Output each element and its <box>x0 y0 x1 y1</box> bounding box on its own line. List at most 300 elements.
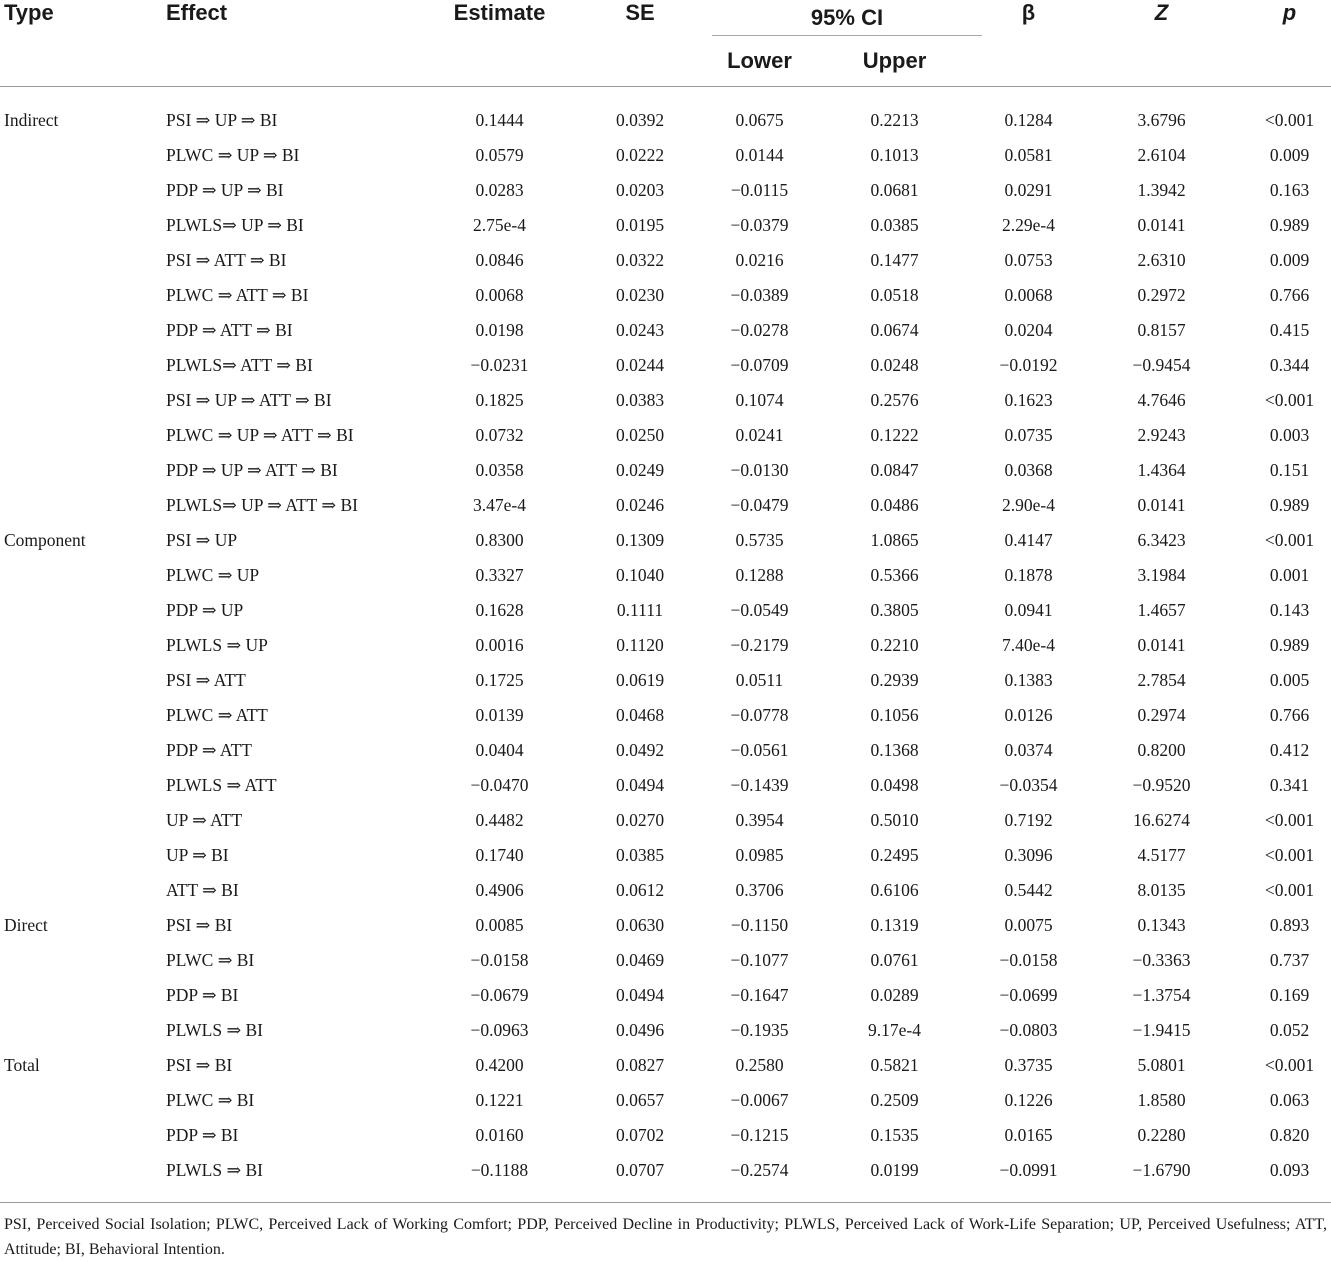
cell-se: 0.0702 <box>615 1125 665 1145</box>
cell-z: −0.9454 <box>1132 355 1191 375</box>
cell-effect: UP ⇒ BI <box>166 845 229 865</box>
cell-p: 0.009 <box>1269 145 1310 165</box>
cell-estimate: 0.0198 <box>475 320 524 340</box>
cell-p: 0.009 <box>1269 250 1310 270</box>
cell-se: 0.0469 <box>615 950 665 970</box>
table-row <box>0 1083 1331 1118</box>
cell-estimate: 0.1628 <box>475 600 524 620</box>
table-row <box>0 873 1331 908</box>
cell-beta: 0.0941 <box>1004 600 1053 620</box>
table-row <box>0 558 1331 593</box>
cell-upper: 0.3805 <box>870 600 919 620</box>
cell-effect: PSI ⇒ UP ⇒ ATT ⇒ BI <box>166 390 332 410</box>
cell-estimate: −0.0158 <box>470 950 529 970</box>
cell-z: 0.2972 <box>1137 285 1186 305</box>
cell-estimate: 3.47e-4 <box>473 495 526 515</box>
cell-type <box>0 313 166 348</box>
cell-type <box>0 488 166 523</box>
cell-type <box>0 138 166 173</box>
cell-se: 0.1309 <box>615 530 665 550</box>
cell-estimate: 2.75e-4 <box>473 215 526 235</box>
cell-effect: PDP ⇒ ATT <box>166 740 252 760</box>
cell-lower: −0.0479 <box>730 495 789 515</box>
cell-upper: 0.1368 <box>870 740 919 760</box>
table-row <box>0 1153 1331 1188</box>
table-row <box>0 103 1331 138</box>
cell-p: <0.001 <box>1264 810 1315 830</box>
column-header-se: SE <box>625 0 655 25</box>
cell-p: <0.001 <box>1264 390 1315 410</box>
cell-type <box>0 558 166 593</box>
cell-upper: 0.2939 <box>870 670 919 690</box>
cell-type <box>0 173 166 208</box>
cell-estimate: 0.4906 <box>475 880 524 900</box>
cell-p: 0.989 <box>1269 495 1310 515</box>
cell-estimate: 0.0068 <box>475 285 524 305</box>
table-row <box>0 838 1331 873</box>
cell-beta: −0.0699 <box>999 985 1058 1005</box>
cell-estimate: −0.1188 <box>470 1160 529 1180</box>
cell-estimate: 0.0139 <box>475 705 524 725</box>
cell-effect: PSI ⇒ BI <box>166 1055 233 1075</box>
cell-lower: 0.0216 <box>735 250 784 270</box>
cell-type <box>0 873 166 908</box>
cell-p: 0.052 <box>1269 1020 1310 1040</box>
cell-effect: PLWC ⇒ UP ⇒ ATT ⇒ BI <box>166 425 354 445</box>
table-row <box>0 768 1331 803</box>
table-row <box>0 488 1331 523</box>
table-row <box>0 383 1331 418</box>
cell-upper: 0.2576 <box>870 390 919 410</box>
cell-z: 0.2280 <box>1137 1125 1186 1145</box>
cell-se: 0.0250 <box>615 425 665 445</box>
cell-z: 1.3942 <box>1137 180 1186 200</box>
cell-beta: 0.3096 <box>1004 845 1053 865</box>
cell-lower: 0.0241 <box>735 425 784 445</box>
column-header-ci: 95% CI <box>810 4 884 30</box>
cell-estimate: −0.0231 <box>470 355 529 375</box>
table-row <box>0 628 1331 663</box>
cell-type <box>0 348 166 383</box>
cell-effect: PDP ⇒ BI <box>166 1125 239 1145</box>
cell-effect: ATT ⇒ BI <box>166 880 239 900</box>
cell-se: 0.0195 <box>615 215 665 235</box>
table-body <box>0 87 1331 1189</box>
cell-beta: 0.1226 <box>1004 1090 1053 1110</box>
cell-p: 0.766 <box>1269 285 1310 305</box>
cell-upper: 0.1535 <box>870 1125 919 1145</box>
cell-z: 1.8580 <box>1137 1090 1186 1110</box>
cell-effect: PLWC ⇒ BI <box>166 1090 255 1110</box>
cell-z: −0.3363 <box>1132 950 1191 970</box>
cell-lower: −0.1439 <box>730 775 789 795</box>
cell-type <box>0 838 166 873</box>
cell-p: 0.893 <box>1269 915 1310 935</box>
cell-p: <0.001 <box>1264 530 1315 550</box>
cell-upper: 0.0498 <box>870 775 919 795</box>
cell-type <box>0 803 166 838</box>
cell-p: 0.412 <box>1269 740 1310 760</box>
cell-lower: −0.0130 <box>730 460 789 480</box>
cell-lower: 0.1074 <box>735 390 784 410</box>
cell-p: 0.344 <box>1269 355 1310 375</box>
cell-type <box>0 733 166 768</box>
cell-se: 0.1040 <box>615 565 665 585</box>
cell-upper: 0.1013 <box>870 145 919 165</box>
cell-type <box>0 978 166 1013</box>
cell-se: 0.0243 <box>615 320 665 340</box>
cell-estimate: 0.0358 <box>475 460 524 480</box>
cell-se: 0.0246 <box>615 495 665 515</box>
cell-type <box>0 943 166 978</box>
cell-lower: 0.0985 <box>735 845 784 865</box>
column-header-p: p <box>1282 0 1297 25</box>
cell-lower: −0.0115 <box>730 180 789 200</box>
cell-beta: 0.0735 <box>1004 425 1053 445</box>
cell-p: <0.001 <box>1264 1055 1315 1075</box>
table-row <box>0 978 1331 1013</box>
cell-z: 2.9243 <box>1137 425 1186 445</box>
cell-upper: 0.0681 <box>870 180 919 200</box>
cell-upper: 0.1222 <box>870 425 919 445</box>
cell-upper: 0.0847 <box>870 460 919 480</box>
cell-estimate: 0.3327 <box>475 565 524 585</box>
cell-p: 0.737 <box>1269 950 1310 970</box>
cell-z: 16.6274 <box>1133 810 1190 830</box>
cell-z: 6.3423 <box>1137 530 1186 550</box>
cell-lower: −0.0278 <box>730 320 789 340</box>
cell-type <box>0 418 166 453</box>
cell-p: 0.169 <box>1269 985 1310 1005</box>
cell-p: 0.003 <box>1269 425 1310 445</box>
table-row <box>0 733 1331 768</box>
cell-beta: 7.40e-4 <box>1002 635 1055 655</box>
cell-effect: PSI ⇒ ATT <box>166 670 246 690</box>
cell-beta: 0.0581 <box>1004 145 1053 165</box>
cell-effect: PDP ⇒ UP <box>166 600 244 620</box>
cell-beta: 0.7192 <box>1004 810 1053 830</box>
cell-type <box>0 663 166 698</box>
cell-upper: 0.1056 <box>870 705 919 725</box>
cell-effect: PSI ⇒ UP <box>166 530 238 550</box>
cell-upper: 0.2495 <box>870 845 919 865</box>
cell-lower: 0.1288 <box>735 565 784 585</box>
cell-se: 0.0657 <box>615 1090 665 1110</box>
cell-beta: 2.29e-4 <box>1002 215 1055 235</box>
cell-p: 0.766 <box>1269 705 1310 725</box>
cell-lower: −0.0549 <box>730 600 789 620</box>
cell-se: 0.0383 <box>615 390 665 410</box>
cell-se: 0.0468 <box>615 705 665 725</box>
table-row <box>0 908 1331 943</box>
cell-effect: PLWC ⇒ ATT <box>166 705 268 725</box>
cell-type: Indirect <box>4 110 59 130</box>
cell-beta: 0.1284 <box>1004 110 1053 130</box>
cell-estimate: 0.4200 <box>475 1055 524 1075</box>
cell-effect: PDP ⇒ UP ⇒ ATT ⇒ BI <box>166 460 338 480</box>
cell-se: 0.0244 <box>615 355 665 375</box>
cell-type <box>0 698 166 733</box>
cell-beta: 0.0075 <box>1004 915 1053 935</box>
cell-estimate: −0.0963 <box>470 1020 529 1040</box>
table-row <box>0 698 1331 733</box>
cell-z: 0.0141 <box>1137 215 1186 235</box>
cell-beta: 0.0165 <box>1004 1125 1053 1145</box>
cell-se: 0.0496 <box>615 1020 665 1040</box>
cell-upper: 0.2210 <box>870 635 919 655</box>
cell-lower: 0.3706 <box>735 880 784 900</box>
cell-se: 0.0222 <box>615 145 665 165</box>
table-row <box>0 348 1331 383</box>
cell-upper: 0.0518 <box>870 285 919 305</box>
cell-se: 0.0619 <box>615 670 665 690</box>
cell-type: Direct <box>4 915 48 935</box>
cell-effect: PSI ⇒ ATT ⇒ BI <box>166 250 287 270</box>
cell-lower: −0.0561 <box>730 740 789 760</box>
cell-se: 0.0630 <box>615 915 665 935</box>
table-row <box>0 313 1331 348</box>
table-footnote: PSI, Perceived Social Isolation; PLWC, Perceived Lack of Working Comfort; PDP, Perceived Decline in Productivity; PLWLS, Perceived Lack of Work-Life Separation; UP, Perceived Usefulness; ATT, Attitude; BI, Behavioral Intention. <box>4 1216 1327 1258</box>
cell-lower: −0.2179 <box>730 635 789 655</box>
cell-p: <0.001 <box>1264 880 1315 900</box>
cell-lower: −0.0778 <box>730 705 789 725</box>
cell-z: 1.4364 <box>1137 460 1186 480</box>
cell-effect: PLWC ⇒ UP <box>166 565 260 585</box>
cell-beta: 0.5442 <box>1004 880 1053 900</box>
cell-z: 0.8200 <box>1137 740 1186 760</box>
cell-estimate: 0.0160 <box>475 1125 524 1145</box>
cell-type <box>0 1153 166 1188</box>
cell-effect: PLWLS ⇒ ATT <box>166 775 277 795</box>
cell-beta: 0.0753 <box>1004 250 1053 270</box>
cell-estimate: 0.1221 <box>475 1090 524 1110</box>
cell-z: 2.7854 <box>1137 670 1186 690</box>
cell-lower: −0.1215 <box>730 1125 789 1145</box>
cell-estimate: −0.0679 <box>470 985 529 1005</box>
cell-z: 4.5177 <box>1137 845 1186 865</box>
cell-upper: 0.0199 <box>870 1160 919 1180</box>
cell-se: 0.0270 <box>615 810 665 830</box>
cell-upper: 0.2213 <box>870 110 919 130</box>
cell-effect: UP ⇒ ATT <box>166 810 243 830</box>
cell-effect: PLWLS⇒ UP ⇒ BI <box>166 215 304 235</box>
table-row <box>0 663 1331 698</box>
cell-lower: −0.1935 <box>730 1020 789 1040</box>
cell-type <box>0 243 166 278</box>
cell-se: 0.0492 <box>615 740 665 760</box>
cell-p: <0.001 <box>1264 845 1315 865</box>
table-row <box>0 138 1331 173</box>
cell-effect: PLWC ⇒ ATT ⇒ BI <box>166 285 309 305</box>
table-row <box>0 453 1331 488</box>
cell-upper: 0.2509 <box>870 1090 919 1110</box>
cell-beta: 0.1878 <box>1004 565 1053 585</box>
table-row <box>0 1013 1331 1048</box>
cell-type: Total <box>4 1055 40 1075</box>
cell-se: 0.1120 <box>616 635 664 655</box>
cell-lower: 0.0675 <box>735 110 784 130</box>
cell-z: 0.0141 <box>1137 495 1186 515</box>
cell-z: 5.0801 <box>1137 1055 1186 1075</box>
cell-beta: 0.0068 <box>1004 285 1053 305</box>
table-row <box>0 803 1331 838</box>
cell-type <box>0 593 166 628</box>
cell-beta: 0.0368 <box>1004 460 1053 480</box>
cell-z: −1.3754 <box>1132 985 1191 1005</box>
table-row <box>0 943 1331 978</box>
cell-beta: 0.0374 <box>1004 740 1053 760</box>
cell-p: <0.001 <box>1264 110 1315 130</box>
cell-upper: 0.0248 <box>870 355 919 375</box>
cell-effect: PLWLS⇒ ATT ⇒ BI <box>166 355 313 375</box>
cell-se: 0.0385 <box>615 845 665 865</box>
cell-type <box>0 1083 166 1118</box>
cell-type <box>0 278 166 313</box>
cell-upper: 0.1319 <box>870 915 919 935</box>
cell-p: 0.341 <box>1269 775 1310 795</box>
cell-beta: 2.90e-4 <box>1002 495 1055 515</box>
cell-se: 0.0230 <box>615 285 665 305</box>
table-row <box>0 593 1331 628</box>
cell-type: Component <box>4 530 86 550</box>
cell-lower: −0.1077 <box>730 950 789 970</box>
cell-se: 0.1111 <box>616 600 664 620</box>
cell-beta: −0.0991 <box>999 1160 1058 1180</box>
cell-p: 0.163 <box>1269 180 1310 200</box>
cell-estimate: 0.0283 <box>475 180 524 200</box>
cell-type <box>0 208 166 243</box>
cell-z: 3.1984 <box>1137 565 1186 585</box>
cell-z: 4.7646 <box>1137 390 1186 410</box>
cell-estimate: 0.1825 <box>475 390 524 410</box>
cell-beta: 0.0126 <box>1004 705 1053 725</box>
cell-estimate: 0.1444 <box>475 110 524 130</box>
cell-upper: 0.0385 <box>870 215 919 235</box>
cell-lower: 0.0144 <box>735 145 784 165</box>
cell-upper: 0.1477 <box>870 250 919 270</box>
cell-upper: 0.0289 <box>870 985 919 1005</box>
cell-se: 0.0392 <box>615 110 665 130</box>
cell-lower: 0.0511 <box>735 670 784 690</box>
cell-estimate: 0.4482 <box>475 810 524 830</box>
table-row <box>0 1118 1331 1153</box>
cell-estimate: 0.0085 <box>475 915 524 935</box>
table-row <box>0 208 1331 243</box>
cell-se: 0.0494 <box>615 985 665 1005</box>
cell-estimate: 0.1740 <box>475 845 524 865</box>
cell-p: 0.151 <box>1269 460 1310 480</box>
cell-effect: PSI ⇒ UP ⇒ BI <box>166 110 278 130</box>
cell-type <box>0 383 166 418</box>
cell-upper: 0.0761 <box>870 950 919 970</box>
column-header-upper: Upper <box>807 36 982 87</box>
table-row <box>0 173 1331 208</box>
cell-upper: 0.5010 <box>870 810 919 830</box>
cell-se: 0.0203 <box>615 180 665 200</box>
cell-effect: PLWLS⇒ UP ⇒ ATT ⇒ BI <box>166 495 358 515</box>
cell-se: 0.0707 <box>615 1160 665 1180</box>
cell-beta: −0.0192 <box>999 355 1058 375</box>
table-row <box>0 1048 1331 1083</box>
cell-beta: 0.1383 <box>1004 670 1053 690</box>
cell-z: 8.0135 <box>1137 880 1186 900</box>
cell-estimate: 0.0846 <box>475 250 524 270</box>
cell-type <box>0 453 166 488</box>
cell-se: 0.0827 <box>615 1055 665 1075</box>
cell-upper: 0.5366 <box>870 565 919 585</box>
cell-se: 0.0322 <box>615 250 665 270</box>
cell-beta: 0.0204 <box>1004 320 1053 340</box>
cell-p: 0.989 <box>1269 635 1310 655</box>
cell-lower: 0.2580 <box>735 1055 784 1075</box>
table-row <box>0 523 1331 558</box>
cell-z: 0.0141 <box>1137 635 1186 655</box>
cell-estimate: −0.0470 <box>470 775 529 795</box>
cell-effect: PLWLS ⇒ BI <box>166 1020 263 1040</box>
cell-z: 0.2974 <box>1137 705 1186 725</box>
cell-lower: −0.2574 <box>730 1160 789 1180</box>
column-header-estimate: Estimate <box>453 0 546 25</box>
cell-p: 0.063 <box>1269 1090 1310 1110</box>
cell-effect: PLWC ⇒ BI <box>166 950 255 970</box>
cell-effect: PLWLS ⇒ BI <box>166 1160 263 1180</box>
cell-beta: 0.0291 <box>1004 180 1053 200</box>
cell-z: 3.6796 <box>1137 110 1186 130</box>
column-header-effect: Effect <box>166 0 228 25</box>
cell-estimate: 0.0732 <box>475 425 524 445</box>
cell-z: 0.8157 <box>1137 320 1186 340</box>
cell-z: −0.9520 <box>1132 775 1191 795</box>
cell-p: 0.989 <box>1269 215 1310 235</box>
cell-z: 2.6104 <box>1137 145 1186 165</box>
header-row <box>0 0 1331 36</box>
cell-lower: −0.0067 <box>730 1090 789 1110</box>
cell-type <box>0 1118 166 1153</box>
table-row <box>0 243 1331 278</box>
cell-z: −1.9415 <box>1132 1020 1191 1040</box>
cell-lower: −0.0379 <box>730 215 789 235</box>
cell-lower: −0.1150 <box>730 915 789 935</box>
cell-upper: 0.5821 <box>870 1055 919 1075</box>
cell-upper: 1.0865 <box>870 530 919 550</box>
cell-beta: 0.1623 <box>1004 390 1053 410</box>
cell-effect: PDP ⇒ BI <box>166 985 239 1005</box>
cell-estimate: 0.0579 <box>475 145 524 165</box>
column-header-lower: Lower <box>712 36 807 87</box>
cell-upper: 0.0674 <box>870 320 919 340</box>
cell-lower: −0.1647 <box>730 985 789 1005</box>
cell-p: 0.143 <box>1269 600 1310 620</box>
cell-beta: −0.0354 <box>999 775 1058 795</box>
cell-se: 0.0612 <box>615 880 665 900</box>
cell-type <box>0 1013 166 1048</box>
cell-effect: PSI ⇒ BI <box>166 915 233 935</box>
cell-z: 1.4657 <box>1137 600 1186 620</box>
cell-effect: PDP ⇒ UP ⇒ BI <box>166 180 284 200</box>
column-header-beta: β <box>1021 0 1036 25</box>
cell-lower: −0.0709 <box>730 355 789 375</box>
cell-se: 0.0494 <box>615 775 665 795</box>
cell-estimate: 0.8300 <box>475 530 524 550</box>
cell-lower: 0.3954 <box>735 810 784 830</box>
cell-lower: −0.0389 <box>730 285 789 305</box>
table-row <box>0 278 1331 313</box>
cell-estimate: 0.1725 <box>475 670 524 690</box>
cell-beta: 0.3735 <box>1004 1055 1053 1075</box>
cell-p: 0.820 <box>1269 1125 1310 1145</box>
cell-effect: PDP ⇒ ATT ⇒ BI <box>166 320 293 340</box>
cell-p: 0.415 <box>1269 320 1310 340</box>
